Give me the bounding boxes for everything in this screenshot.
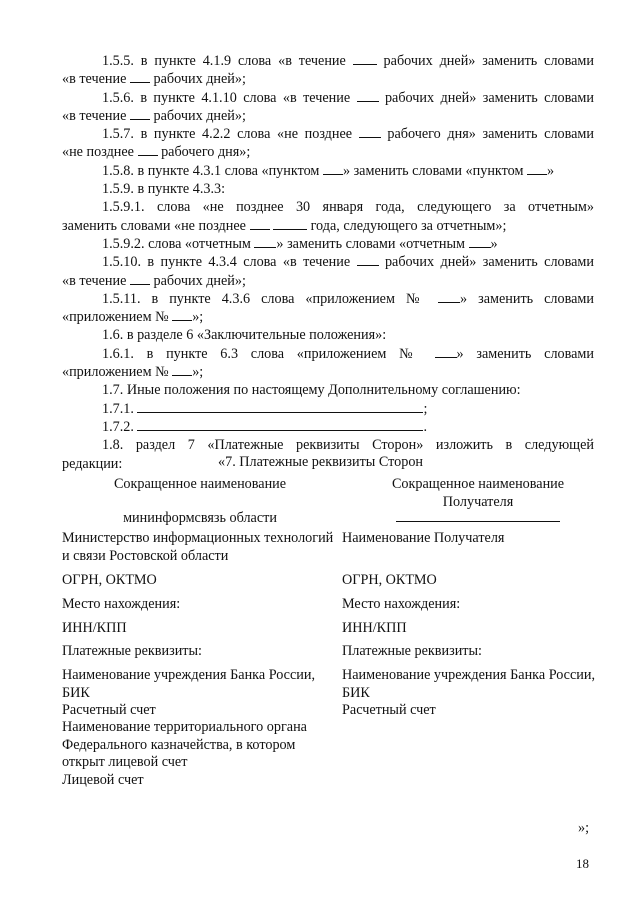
text: рабочих дней»; — [149, 71, 246, 88]
text: 1.5.7. в пункте 4.2.2 слова «не позднее — [102, 126, 359, 143]
text: рабочего дня» заменить словами — [380, 126, 594, 143]
right-bank: Наименование учреждения Банка России, БИК — [342, 667, 595, 701]
left-org-name: Министерство информационных технологий и связи Ростовской области — [62, 530, 334, 564]
right-payment: Платежные реквизиты: — [342, 643, 482, 659]
left-account: Расчетный счет — [62, 702, 156, 718]
paragraph-1-5-10 — [62, 253, 594, 271]
text: 1.5.10. в пункте 4.3.4 слова «в течение — [102, 254, 357, 271]
blank-line — [138, 143, 158, 156]
text: » заменить словами — [459, 290, 594, 307]
text: рабочих дней» заменить словами — [378, 89, 594, 106]
right-location: Место нахождения: — [342, 596, 461, 612]
left-short-name: мининформсвязь области — [123, 510, 277, 526]
text: «приложением № — [62, 309, 173, 326]
right-org-name: Наименование Получателя — [342, 530, 505, 546]
text: «не позднее — [62, 144, 138, 161]
left-ogrn: ОГРН, ОКТМО — [62, 572, 157, 588]
paragraph-1-5-9-2 — [62, 235, 594, 253]
left-inn: ИНН/КПП — [62, 620, 127, 636]
text: 1.5.6. в пункте 4.1.10 слова «в течение — [102, 89, 357, 106]
text: »; — [192, 364, 204, 381]
paragraph-1-8: 1.8. раздел 7 «Платежные реквизиты Сторон» изложить в следующей — [102, 437, 594, 454]
right-account: Расчетный счет — [342, 702, 436, 718]
blank-line — [137, 400, 423, 413]
blank-line — [172, 363, 192, 376]
paragraph-1-5-11 — [62, 290, 594, 308]
paragraph-1-5-6-cont — [62, 107, 594, 125]
paragraph-1-5-10-cont — [62, 272, 594, 290]
requisites-title: «7. Платежные реквизиты Сторон — [218, 454, 424, 470]
right-ogrn: ОГРН, ОКТМО — [342, 572, 437, 588]
blank-line — [438, 290, 460, 303]
paragraph-1-5-8 — [62, 162, 594, 180]
blank-line — [527, 162, 547, 175]
text: » — [490, 235, 498, 252]
text: ; — [423, 400, 428, 417]
paragraph-1-5-6 — [62, 89, 594, 107]
blank-line — [172, 308, 192, 321]
text: 1.5.5. в пункте 4.1.9 слова «в течение — [102, 53, 353, 69]
paragraph-1-7-2 — [62, 418, 594, 436]
text: «в течение — [62, 272, 130, 289]
text: «в течение — [62, 107, 130, 124]
text: рабочих дней»; — [149, 272, 246, 289]
text: 1.7.1. — [102, 400, 138, 417]
blank-line — [323, 162, 343, 175]
blank-line — [130, 107, 150, 120]
text: . — [423, 418, 428, 435]
paragraph-1-5-9-1-cont — [62, 217, 594, 235]
left-personal-account: Лицевой счет — [62, 772, 144, 788]
text: рабочих дней» заменить словами — [376, 53, 594, 69]
blank-line — [137, 418, 423, 431]
left-location: Место нахождения: — [62, 596, 181, 612]
paragraph-1-6: 1.6. в разделе 6 «Заключительные положения»: — [102, 327, 387, 344]
blank-line — [359, 125, 381, 138]
text: 1.5.9.2. слова «отчетным — [102, 235, 255, 252]
paragraph-1-7: 1.7. Иные положения по настоящему Дополнительному соглашению: — [102, 382, 521, 399]
paragraph-1-5-9: 1.5.9. в пункте 4.3.3: — [102, 181, 226, 198]
blank-line — [254, 235, 276, 248]
blank-line — [130, 70, 150, 83]
paragraph-1-8-cont: редакции: — [62, 455, 123, 472]
paragraph-1-5-7 — [62, 125, 594, 143]
text: » заменить словами «пунктом — [342, 162, 527, 179]
blank-line — [357, 253, 379, 266]
text: «в течение — [62, 71, 130, 88]
text: рабочих дней» заменить словами — [378, 254, 594, 271]
paragraph-1-5-11-cont — [62, 308, 594, 326]
text: 1.5.8. в пункте 4.3.1 слова «пунктом — [102, 162, 323, 179]
blank-line — [435, 345, 457, 358]
right-header — [342, 475, 614, 511]
text: года, следующего за отчетным»; — [307, 217, 507, 234]
amendment-text — [62, 52, 594, 473]
blank-line — [130, 272, 150, 285]
blank-line — [357, 89, 379, 102]
paragraph-1-5-7-cont — [62, 143, 594, 161]
left-header: Сокращенное наименование — [113, 476, 287, 492]
paragraph-1-6-1 — [62, 345, 594, 363]
left-bank: Наименование учреждения Банка России, БИК — [62, 667, 315, 701]
right-inn: ИНН/КПП — [342, 620, 407, 636]
right-header-line-1: Сокращенное наименование — [391, 476, 565, 492]
blank-line — [250, 217, 270, 230]
text: «приложением № — [62, 364, 173, 381]
blank-line — [273, 217, 307, 230]
paragraph-1-5-9-1: 1.5.9.1. слова «не позднее 30 января года, следующего за отчетным» — [102, 199, 594, 216]
right-header-line-2: Получателя — [442, 494, 514, 510]
blank-line — [469, 235, 491, 248]
blank-line — [353, 52, 377, 65]
text: заменить словами «не позднее — [62, 217, 250, 234]
text: » заменить словами «отчетным — [276, 235, 469, 252]
paragraph-1-6-1-cont — [62, 363, 594, 381]
text: 1.6.1. в пункте 6.3 слова «приложением № — [102, 345, 435, 362]
text: » заменить словами — [456, 345, 594, 362]
text: рабочих дней»; — [149, 107, 246, 124]
paragraph-1-7-1 — [62, 400, 594, 418]
right-short-name-blank — [396, 521, 560, 522]
closing-quote: »; — [578, 820, 590, 836]
left-treasury: Наименование территориального органа Федерального казначейства, в котором открыт лицевой счет — [62, 719, 307, 771]
text: 1.7.2. — [102, 418, 138, 435]
page-number: 18 — [576, 856, 589, 871]
text: 1.5.11. в пункте 4.3.6 слова «приложением № — [102, 290, 438, 307]
text: рабочего дня»; — [157, 144, 251, 161]
text: » — [547, 162, 555, 179]
paragraph-1-5-5-cont — [62, 70, 594, 88]
paragraph-1-5-5 — [62, 52, 594, 70]
text: »; — [192, 309, 204, 326]
left-payment: Платежные реквизиты: — [62, 643, 202, 659]
